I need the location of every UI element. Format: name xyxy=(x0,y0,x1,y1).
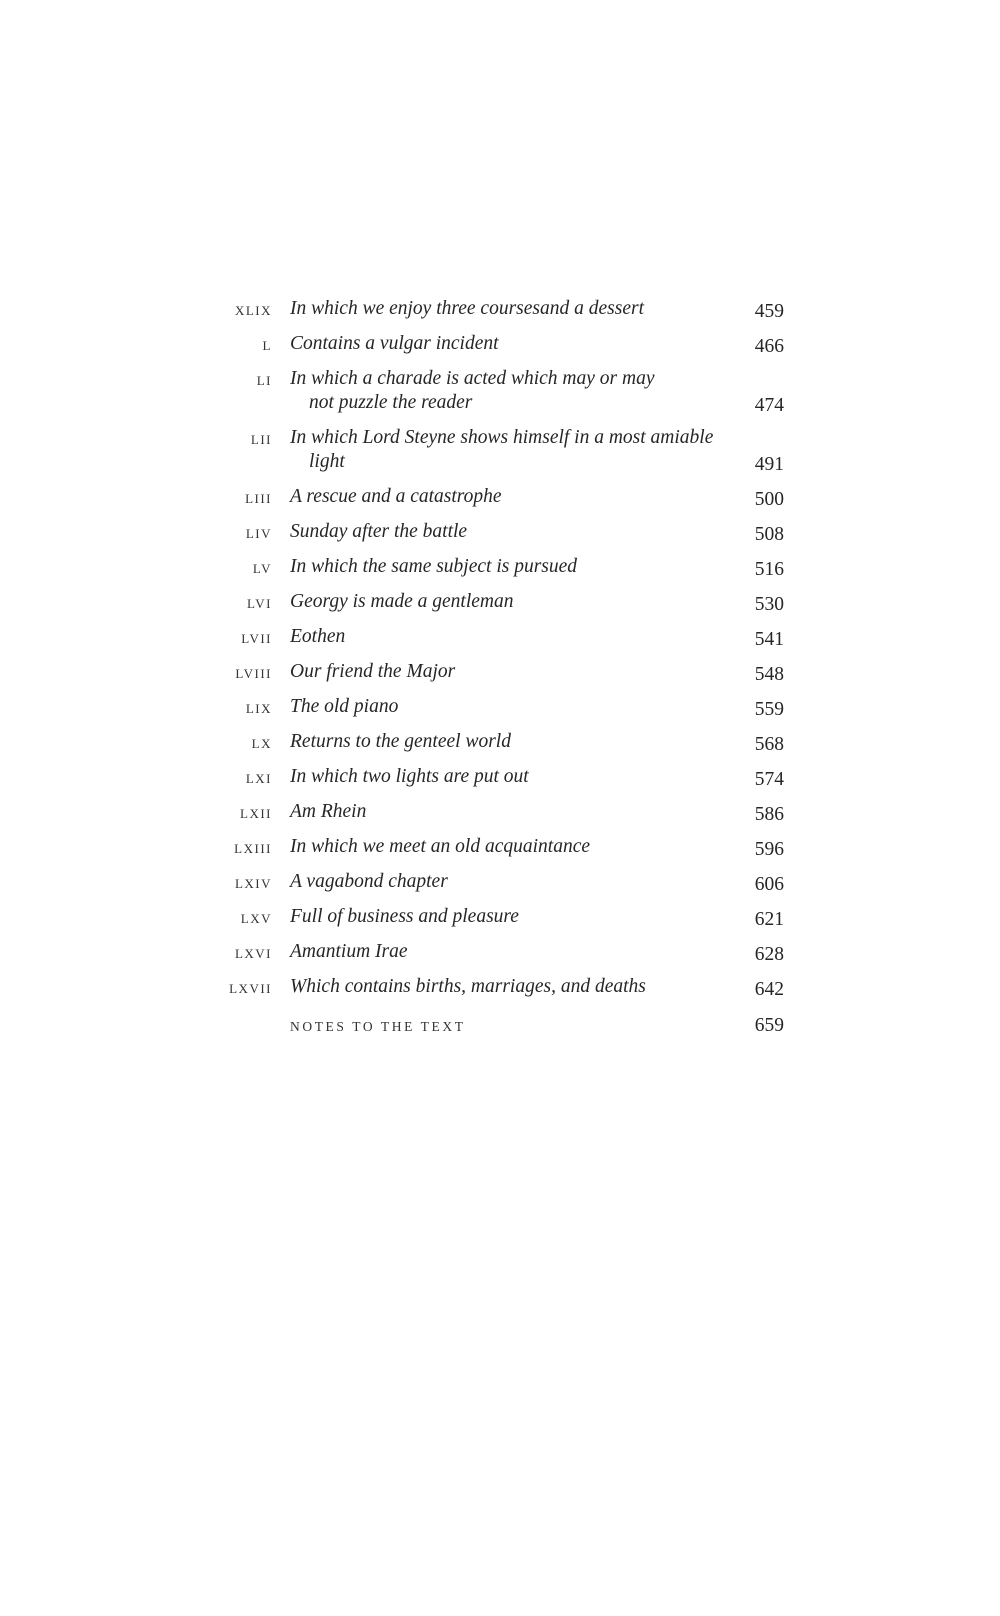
chapter-title xyxy=(290,426,722,474)
toc-entry xyxy=(0,695,1000,719)
toc-entry xyxy=(0,730,1000,754)
toc-entry xyxy=(0,660,1000,684)
toc-entry xyxy=(0,835,1000,859)
page-number: 628 xyxy=(754,944,784,965)
chapter-numeral: LXVI xyxy=(234,946,272,961)
page-number: 491 xyxy=(754,454,784,475)
chapter-numeral: LIV xyxy=(245,526,272,541)
page-number: 596 xyxy=(754,839,784,860)
chapter-numeral: LXIII xyxy=(234,841,272,856)
page-number: 574 xyxy=(754,769,784,790)
chapter-title: Which contains births, marriages, and deaths xyxy=(290,976,646,997)
toc-entry xyxy=(0,940,1000,964)
page-number: 659 xyxy=(754,1015,784,1036)
chapter-title xyxy=(290,367,722,415)
chapter-title: Am Rhein xyxy=(290,801,367,822)
chapter-title: In which two lights are put out xyxy=(290,766,529,787)
chapter-title: The old piano xyxy=(290,696,399,717)
chapter-title: A vagabond chapter xyxy=(290,871,448,892)
chapter-numeral: LIX xyxy=(245,701,272,716)
notes-label: NOTES TO THE TEXT xyxy=(290,1019,466,1034)
page-number: 606 xyxy=(754,874,784,895)
chapter-numeral: LVII xyxy=(241,631,272,646)
toc-entry xyxy=(0,905,1000,929)
toc-entry xyxy=(0,367,1000,415)
chapter-numeral: XLIX xyxy=(234,303,272,318)
page-number: 459 xyxy=(754,301,784,322)
chapter-numeral: LVIII xyxy=(235,666,272,681)
chapter-title: Our friend the Major xyxy=(290,661,456,682)
page-number: 548 xyxy=(754,664,784,685)
toc-entry xyxy=(0,332,1000,356)
chapter-title: Sunday after the battle xyxy=(290,521,468,542)
toc-entry xyxy=(0,765,1000,789)
toc-entry xyxy=(0,975,1000,999)
notes-entry xyxy=(0,1015,1000,1045)
chapter-title-continuation: light xyxy=(309,451,345,472)
chapter-numeral: LX xyxy=(251,736,272,751)
chapter-numeral: LXII xyxy=(240,806,272,821)
chapter-title: Georgy is made a gentleman xyxy=(290,591,514,612)
chapter-title: Amantium Irae xyxy=(290,941,408,962)
chapter-title: A rescue and a catastrophe xyxy=(290,486,502,507)
page-number: 586 xyxy=(754,804,784,825)
chapter-title: Returns to the genteel world xyxy=(290,731,511,752)
toc-entry xyxy=(0,297,1000,321)
chapter-title: Contains a vulgar incident xyxy=(290,333,499,354)
page-number: 508 xyxy=(754,524,784,545)
chapter-title: Eothen xyxy=(290,626,346,647)
page-number: 530 xyxy=(754,594,784,615)
table-of-contents xyxy=(0,297,1000,1010)
toc-entry xyxy=(0,520,1000,544)
chapter-title-line: In which Lord Steyne shows himself in a most amiable xyxy=(290,427,714,448)
toc-entry xyxy=(0,485,1000,509)
page-number: 474 xyxy=(754,395,784,416)
toc-entry xyxy=(0,426,1000,474)
page-number: 500 xyxy=(754,489,784,510)
chapter-numeral: LXVII xyxy=(229,981,272,996)
toc-entry xyxy=(0,590,1000,614)
chapter-title-continuation: not puzzle the reader xyxy=(309,392,473,413)
chapter-title: Full of business and pleasure xyxy=(290,906,519,927)
chapter-title: In which the same subject is pursued xyxy=(290,556,578,577)
page-number: 541 xyxy=(754,629,784,650)
page-number: 642 xyxy=(754,979,784,1000)
toc-entry xyxy=(0,800,1000,824)
chapter-title: In which we enjoy three coursesand a dessert xyxy=(290,298,644,319)
chapter-numeral: LVI xyxy=(247,596,272,611)
chapter-numeral: LI xyxy=(256,373,272,388)
chapter-numeral: LXV xyxy=(240,911,272,926)
chapter-numeral: LXI xyxy=(245,771,272,786)
toc-entry xyxy=(0,870,1000,894)
page-number: 568 xyxy=(754,734,784,755)
chapter-numeral: L xyxy=(262,338,272,353)
chapter-numeral: LII xyxy=(250,432,272,447)
page-number: 516 xyxy=(754,559,784,580)
chapter-numeral: LV xyxy=(252,561,272,576)
page-number: 466 xyxy=(754,336,784,357)
chapter-title-line: In which a charade is acted which may or may xyxy=(290,368,655,389)
toc-entry xyxy=(0,555,1000,579)
toc-entry xyxy=(0,625,1000,649)
page-number: 559 xyxy=(754,699,784,720)
chapter-title: In which we meet an old acquaintance xyxy=(290,836,591,857)
chapter-numeral: LIII xyxy=(245,491,272,506)
chapter-numeral: LXIV xyxy=(234,876,272,891)
page-number: 621 xyxy=(754,909,784,930)
